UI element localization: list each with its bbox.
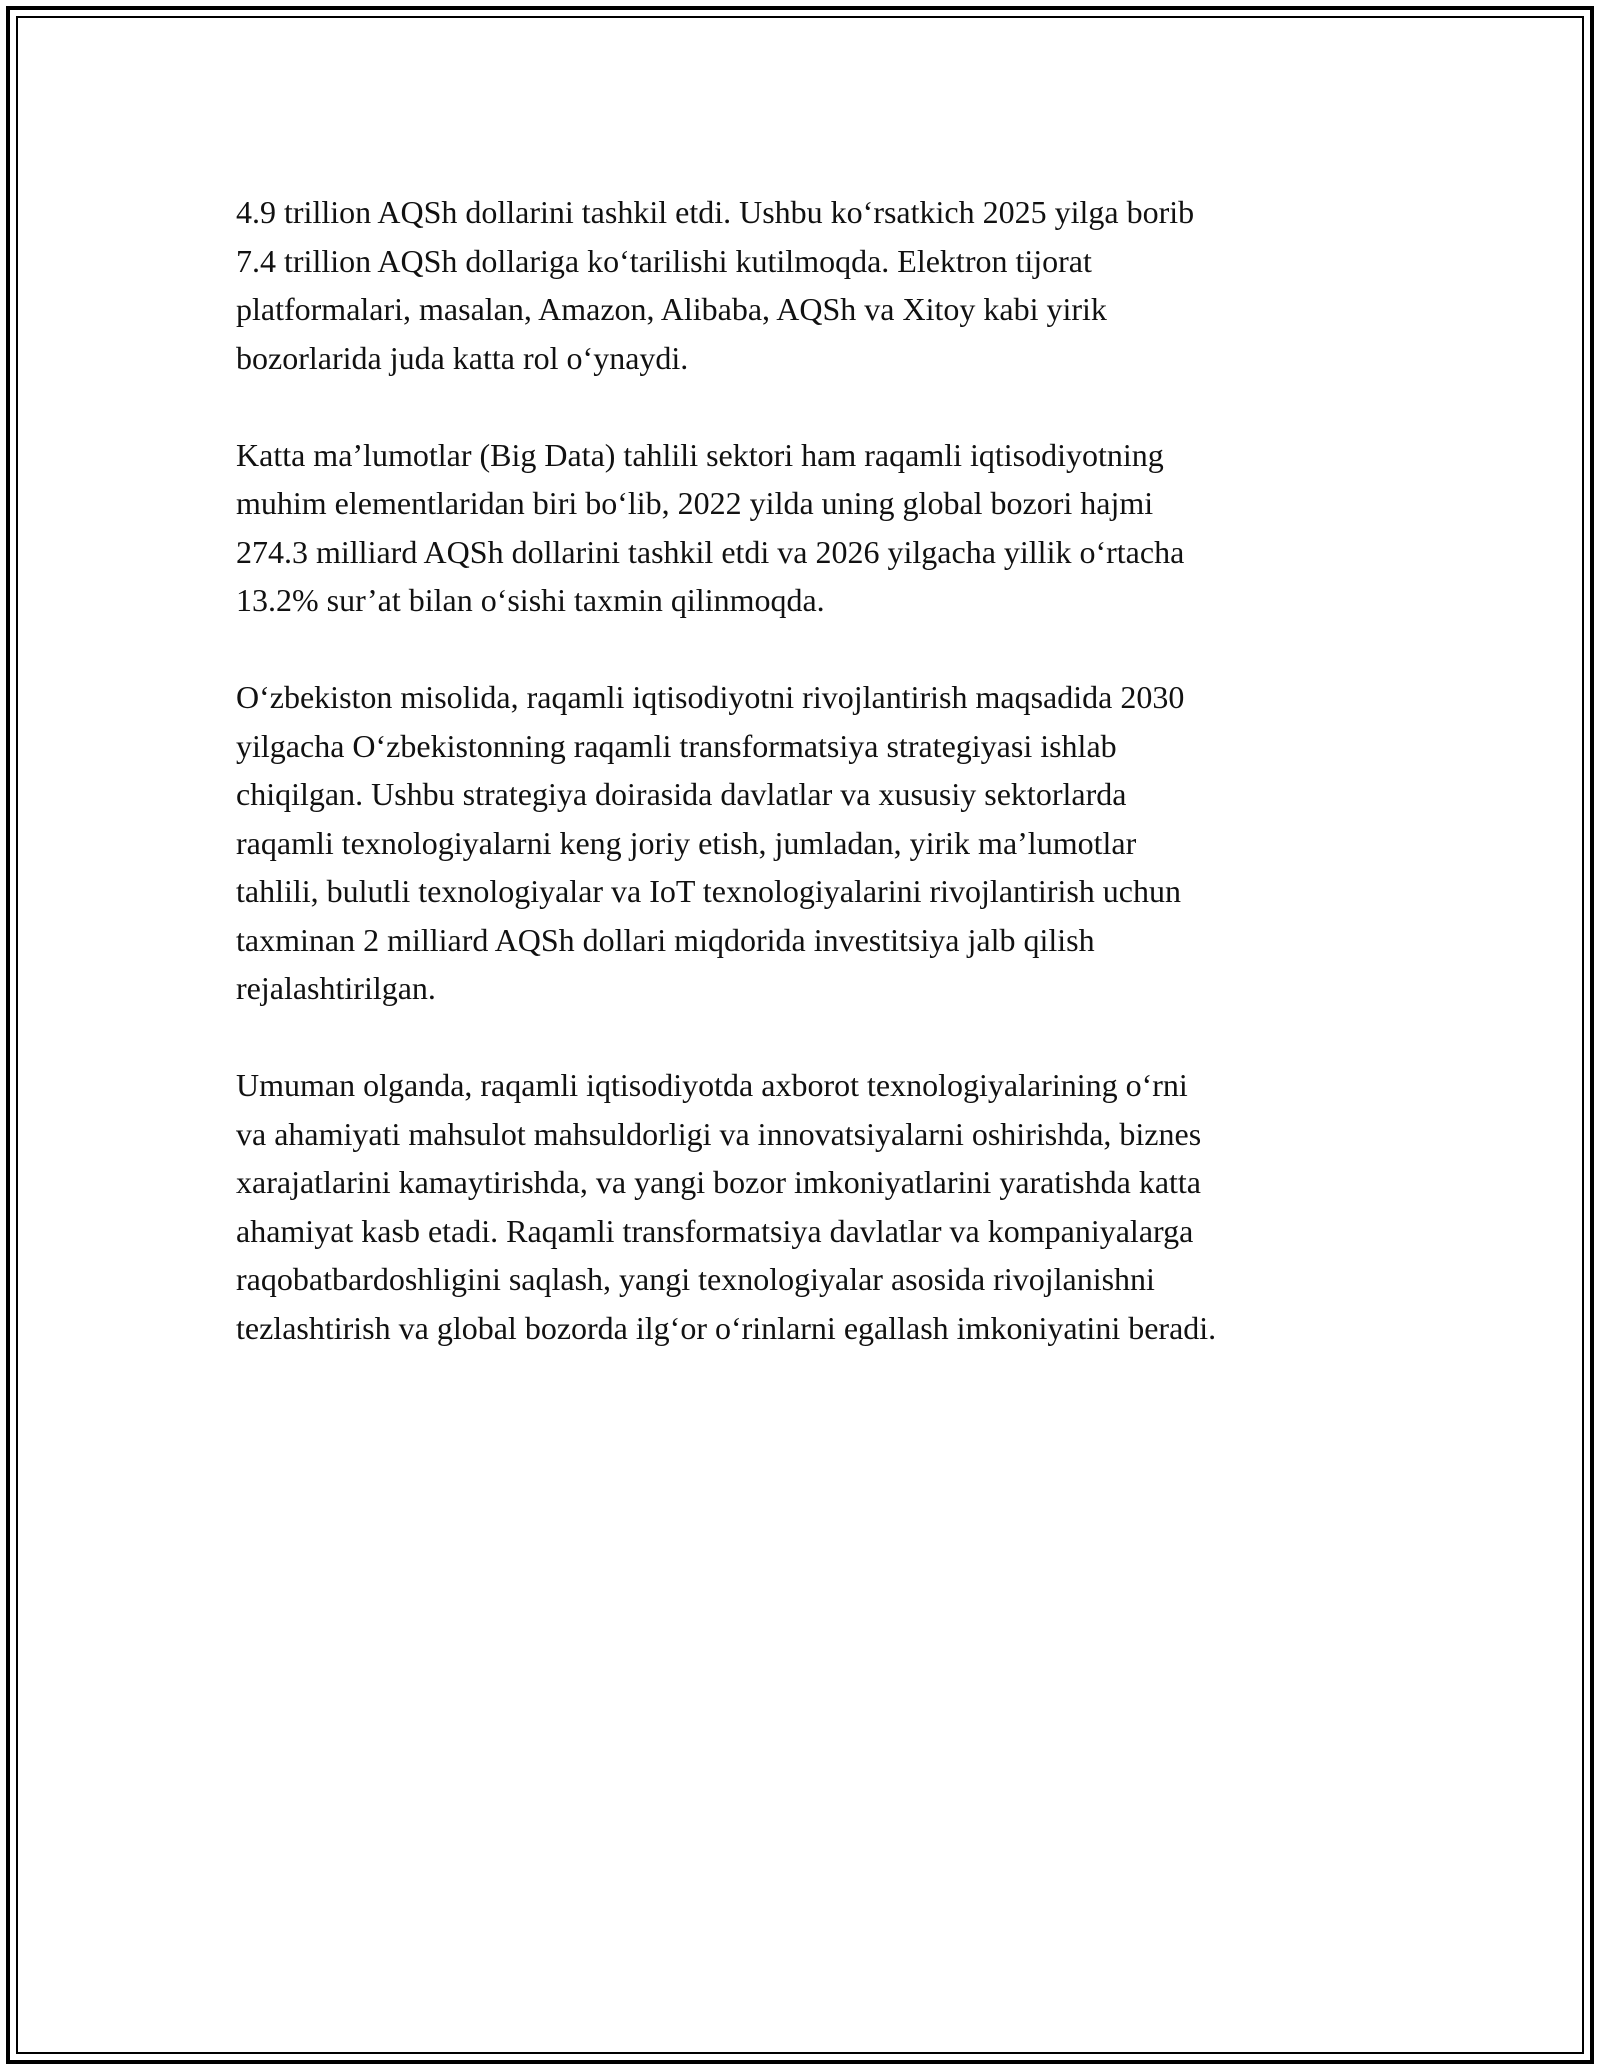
text-line: raqamli texnologiyalarni keng joriy etish, jumladan, yirik ma’lumotlar <box>236 824 1137 861</box>
paragraph-4 <box>236 1061 1366 1352</box>
paragraph-3 <box>236 673 1366 1013</box>
text-line: platformalari, masalan, Amazon, Alibaba, AQSh va Xitoy kabi yirik <box>236 291 1107 327</box>
text-line: tahlili, bulutli texnologiyalar va IoT texnologiyalarini rivojlantirish uchun <box>236 873 1181 909</box>
text-line: muhim elementlaridan biri bo‘lib, 2022 yilda uning global bozori hajmi <box>236 485 1154 521</box>
text-line: O‘zbekiston misolida, raqamli iqtisodiyotni rivojlantirish maqsadida 2030 <box>236 679 1185 715</box>
text-line: taxminan 2 milliard AQSh dollari miqdorida investitsiya jalb qilish <box>236 921 1095 958</box>
text-line: chiqilgan. Ushbu strategiya doirasida davlatlar va xususiy sektorlarda <box>236 776 1127 812</box>
paragraph-1 <box>236 188 1366 382</box>
text-line: xarajatlarini kamaytirishda, va yangi bozor imkoniyatlarini yaratishda katta <box>236 1164 1201 1200</box>
text-line: va ahamiyati mahsulot mahsuldorligi va innovatsiyalarni oshirishda, biznes <box>236 1115 1202 1152</box>
text-line: rejalashtirilgan. <box>236 970 436 1006</box>
text-line: yilgacha O‘zbekistonning raqamli transformatsiya strategiyasi ishlab <box>236 727 1117 764</box>
text-line: Umuman olganda, raqamli iqtisodiyotda axborot texnologiyalarining o‘rni <box>236 1067 1188 1103</box>
text-line: 274.3 milliard AQSh dollarini tashkil etdi va 2026 yilgacha yillik o‘rtacha <box>236 533 1185 570</box>
text-line: tezlashtirish va global bozorda ilg‘or o‘rinlarni egallash imkoniyatini beradi. <box>236 1309 1217 1346</box>
document-body <box>236 188 1366 1401</box>
text-line: Katta ma’lumotlar (Big Data) tahlili sektori ham raqamli iqtisodiyotning <box>236 436 1164 473</box>
text-line: 4.9 trillion AQSh dollarini tashkil etdi. Ushbu ko‘rsatkich 2025 yilga borib <box>236 194 1195 230</box>
paragraph-2 <box>236 431 1366 625</box>
text-line: 7.4 trillion AQSh dollariga ko‘tarilishi kutilmoqda. Elektron tijorat <box>236 242 1092 279</box>
text-line: ahamiyat kasb etadi. Raqamli transformatsiya davlatlar va kompaniyalarga <box>236 1212 1194 1249</box>
text-line: raqobatbardoshligini saqlash, yangi texnologiyalar asosida rivojlanishni <box>236 1261 1155 1297</box>
text-line: 13.2% sur’at bilan o‘sishi taxmin qilinmoqda. <box>236 582 825 618</box>
text-line: bozorlarida juda katta rol o‘ynaydi. <box>236 339 689 376</box>
